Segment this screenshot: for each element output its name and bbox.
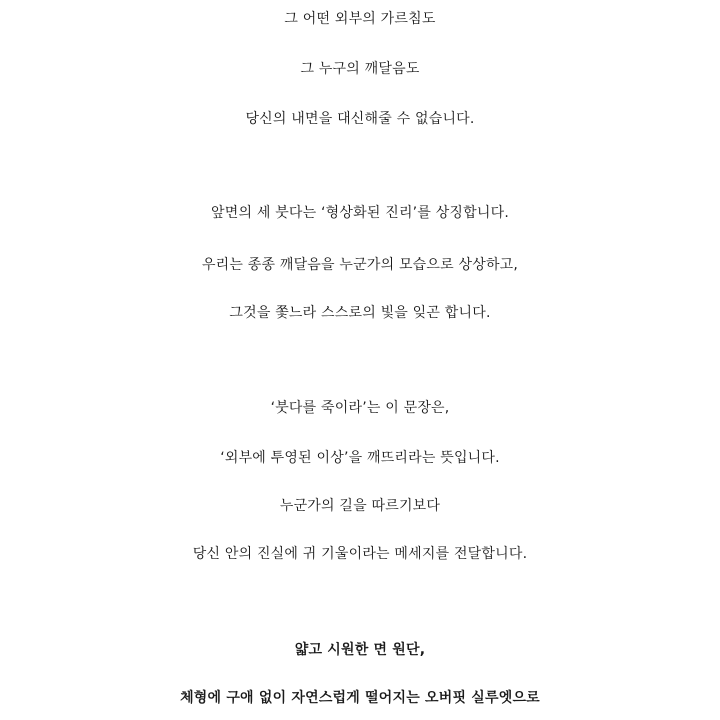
text-line: 앞면의 세 붓다는 ‘형상화된 진리’를 상징합니다. [211,205,509,221]
text-line: 당신의 내면을 대신해줄 수 없습니다. [245,111,475,127]
text-line: ‘붓다를 죽이라’는 이 문장은, [270,400,450,416]
text-line: ‘외부에 투영된 이상’을 깨뜨리라는 뜻입니다. [220,450,500,466]
text-line: 당신 안의 진실에 귀 기울이라는 메세지를 전달합니다. [192,546,528,562]
text-line: 우리는 종종 깨달음을 누군가의 모습으로 상상하고, [201,257,519,273]
text-line: 그 누구의 깨달음도 [300,61,420,77]
text-line: 그 어떤 외부의 가르침도 [284,11,436,27]
product-text-line: 얇고 시원한 면 원단, [294,642,426,658]
text-line: 누군가의 길을 따르기보다 [279,498,441,514]
text-line: 그것을 쫓느라 스스로의 빛을 잊곤 합니다. [229,305,491,321]
product-text-line: 체형에 구애 없이 자연스럽게 떨어지는 오버핏 실루엣으로 [180,690,540,706]
